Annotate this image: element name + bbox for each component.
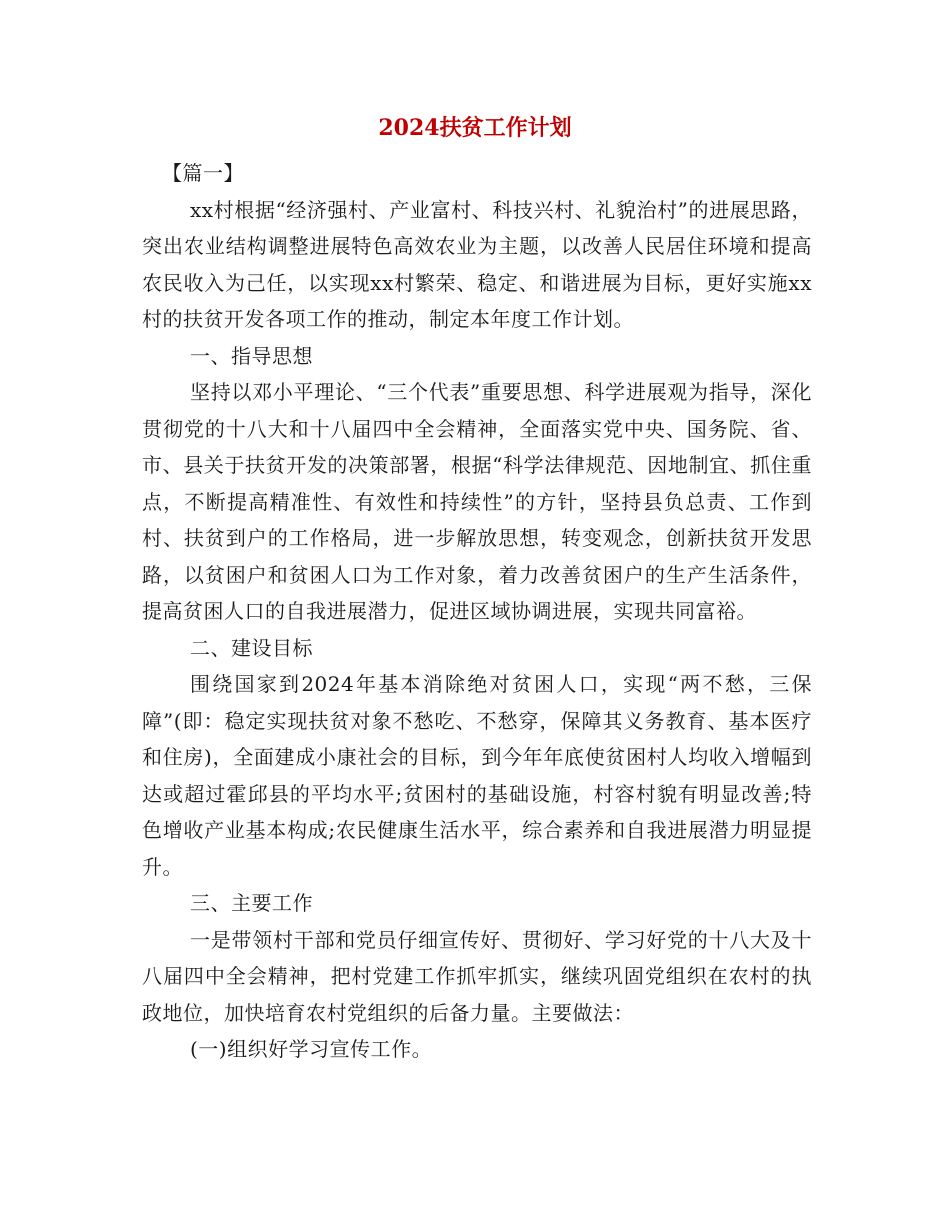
paragraph-construction-goals: 围绕国家到2024年基本消除绝对贫困人口，实现“两不愁，三保障”(即：稳定实现扶贫对象不愁吃、不愁穿，保障其义务教育、基本医疗和住房)，全面建成小康社会的目标，到今年年底使贫困村人均收入增幅到达或超过霍邱县的平均水平;贫困村的基础设施，村容村貌有明显改善;特色增收产业基本构成;农民健康生活水平，综合素养和自我进展潜力明显提升。: [142, 672, 812, 879]
section-label: 【篇一】: [162, 161, 244, 185]
paragraph-intro: xx村根据“经济强村、产业富村、科技兴村、礼貌治村”的进展思路，突出农业结构调整进展特色高效农业为主题，以改善人民居住环境和提高农民收入为己任，以实现xx村繁荣、稳定、和谐进展为目标，更好实施xx村的扶贫开发各项工作的推动，制定本年度工作计划。: [142, 197, 812, 331]
heading-main-work: 三、主要工作: [190, 891, 313, 915]
paragraph-main-work: 一是带领村干部和党员仔细宣传好、贯彻好、学习好党的十八大及十八届四中全会精神，把村党建工作抓牢抓实，继续巩固党组织在农村的执政地位，加快培育农村党组织的后备力量。主要做法：: [142, 927, 812, 1025]
paragraph-guiding-ideology: 坚持以邓小平理论、“三个代表”重要思想、科学进展观为指导，深化贯彻党的十八大和十八届四中全会精神，全面落实党中央、国务院、省、市、县关于扶贫开发的决策部署，根据“科学法律规范、因地制宜、抓住重点，不断提高精准性、有效性和持续性”的方针，坚持县负总责、工作到村、扶贫到户的工作格局，进一步解放思想，转变观念，创新扶贫开发思路，以贫困户和贫困人口为工作对象，着力改善贫困户的生产生活条件，提高贫困人口的自我进展潜力，促进区域协调进展，实现共同富裕。: [142, 380, 812, 623]
paragraph-study-propaganda: (一)组织好学习宣传工作。: [190, 1037, 433, 1061]
heading-construction-goals: 二、建设目标: [190, 635, 313, 660]
heading-guiding-ideology: 一、指导思想: [190, 343, 313, 368]
document-title: 2024扶贫工作计划: [378, 115, 572, 141]
document-body: [142, 155, 812, 1068]
